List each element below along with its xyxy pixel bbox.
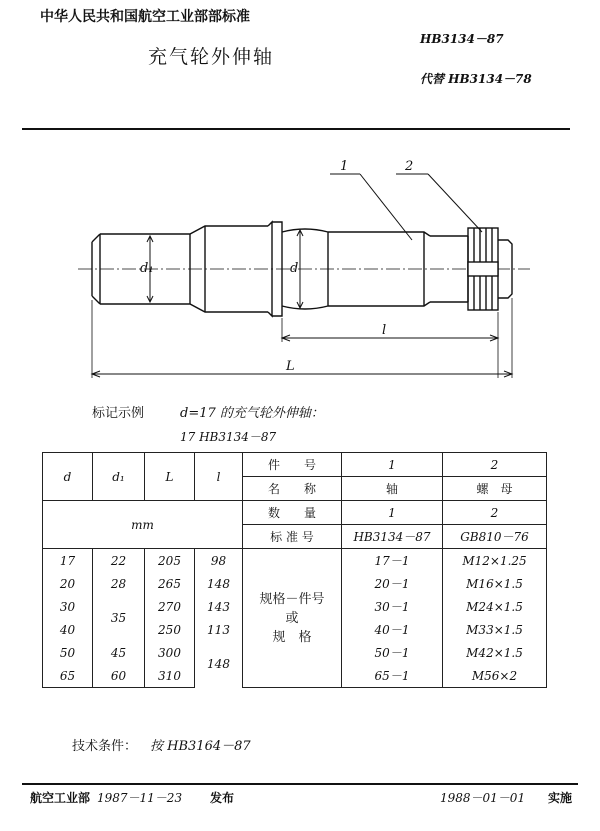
- part1-name: 轴: [342, 477, 443, 501]
- tech-conditions-label: 技术条件：: [72, 739, 138, 754]
- footer-effective-date: 1988－01－01: [440, 791, 526, 805]
- header-divider: [22, 128, 570, 130]
- replaces-standard: 代替 HB3134－78: [420, 72, 532, 86]
- cell-part1: 20－1: [342, 572, 443, 595]
- cell-part1: 65－1: [342, 664, 443, 688]
- cell-d1: 28: [93, 572, 145, 595]
- footer-divider: [22, 783, 578, 785]
- part-no-label: 件 号: [243, 453, 342, 477]
- dim-d-label: d: [290, 261, 299, 276]
- cell-L: 265: [145, 572, 195, 595]
- cell-d: 65: [43, 664, 93, 688]
- table-row: [43, 501, 547, 525]
- cell-part1: 50－1: [342, 641, 443, 664]
- cell-d1: 45: [93, 641, 145, 664]
- part2-name: 螺 母: [443, 477, 547, 501]
- cell-l: 98: [195, 549, 243, 573]
- table-row: [43, 549, 547, 573]
- specification-table: [42, 452, 547, 688]
- dim-d1-label: d₁: [140, 261, 154, 276]
- std-label: 标 准 号: [243, 525, 342, 549]
- marking-example-text: d=17 的充气轮外伸轴：: [180, 406, 324, 421]
- name-label: 名 称: [243, 477, 342, 501]
- cell-part2: M56×2: [443, 664, 547, 688]
- table-row: [43, 453, 547, 477]
- cell-part1: 40－1: [342, 618, 443, 641]
- cell-part2: M12×1.25: [443, 549, 547, 573]
- qty-label: 数 量: [243, 501, 342, 525]
- part1-no: 1: [342, 453, 443, 477]
- cell-d: 17: [43, 549, 93, 573]
- tech-conditions-value: 按 HB3164－87: [150, 739, 251, 754]
- part2-std: GB810－76: [443, 525, 547, 549]
- cell-d1: 22: [93, 549, 145, 573]
- col-header-L: L: [145, 453, 195, 501]
- footer-issued: 发布: [210, 791, 235, 805]
- dim-L-label: L: [286, 359, 295, 374]
- cell-part2: M24×1.5: [443, 595, 547, 618]
- document-title: 充气轮外伸轴: [148, 46, 275, 68]
- part1-qty: 1: [342, 501, 443, 525]
- footer-effective: 实施: [548, 791, 573, 805]
- cell-L: 270: [145, 595, 195, 618]
- col-header-d1: d₁: [93, 453, 145, 501]
- spec-label-line-1: 规格－件号: [259, 591, 325, 607]
- cell-part1: 30－1: [342, 595, 443, 618]
- spec-label-line-3: 规 格: [272, 629, 312, 645]
- col-header-d: d: [43, 453, 93, 501]
- cell-part2: M16×1.5: [443, 572, 547, 595]
- footer-issuer: 航空工业部: [30, 791, 91, 805]
- cell-L: 250: [145, 618, 195, 641]
- col-header-l: l: [195, 453, 243, 501]
- part2-no: 2: [443, 453, 547, 477]
- cell-part2: M42×1.5: [443, 641, 547, 664]
- cell-d: 30: [43, 595, 93, 618]
- cell-d1: 60: [93, 664, 145, 688]
- cell-l: 148: [195, 641, 243, 688]
- cell-d: 50: [43, 641, 93, 664]
- shaft-drawing: [0, 150, 600, 385]
- cell-L: 310: [145, 664, 195, 688]
- cell-l: 148: [195, 572, 243, 595]
- part2-qty: 2: [443, 501, 547, 525]
- cell-l: 143: [195, 595, 243, 618]
- cell-l: 113: [195, 618, 243, 641]
- cell-d1: 35: [93, 595, 145, 641]
- marking-example-code: 17 HB3134－87: [180, 430, 277, 444]
- cell-d: 40: [43, 618, 93, 641]
- spec-label-line-2: 或: [285, 610, 299, 626]
- callout-2-label: 2: [405, 159, 414, 174]
- dim-l-label: l: [382, 323, 387, 338]
- cell-d: 20: [43, 572, 93, 595]
- cell-L: 300: [145, 641, 195, 664]
- marking-example-label: 标记示例: [92, 406, 145, 421]
- spec-label: [243, 549, 342, 688]
- standard-number: HB3134－87: [420, 32, 504, 46]
- part1-std: HB3134－87: [342, 525, 443, 549]
- unit-label: mm: [43, 501, 243, 549]
- cell-part2: M33×1.5: [443, 618, 547, 641]
- cell-part1: 17－1: [342, 549, 443, 573]
- cell-L: 205: [145, 549, 195, 573]
- issuing-authority: 中华人民共和国航空工业部部标准: [40, 9, 250, 25]
- footer-issue-date: 1987－11－23: [97, 791, 183, 805]
- callout-1-label: 1: [340, 159, 349, 174]
